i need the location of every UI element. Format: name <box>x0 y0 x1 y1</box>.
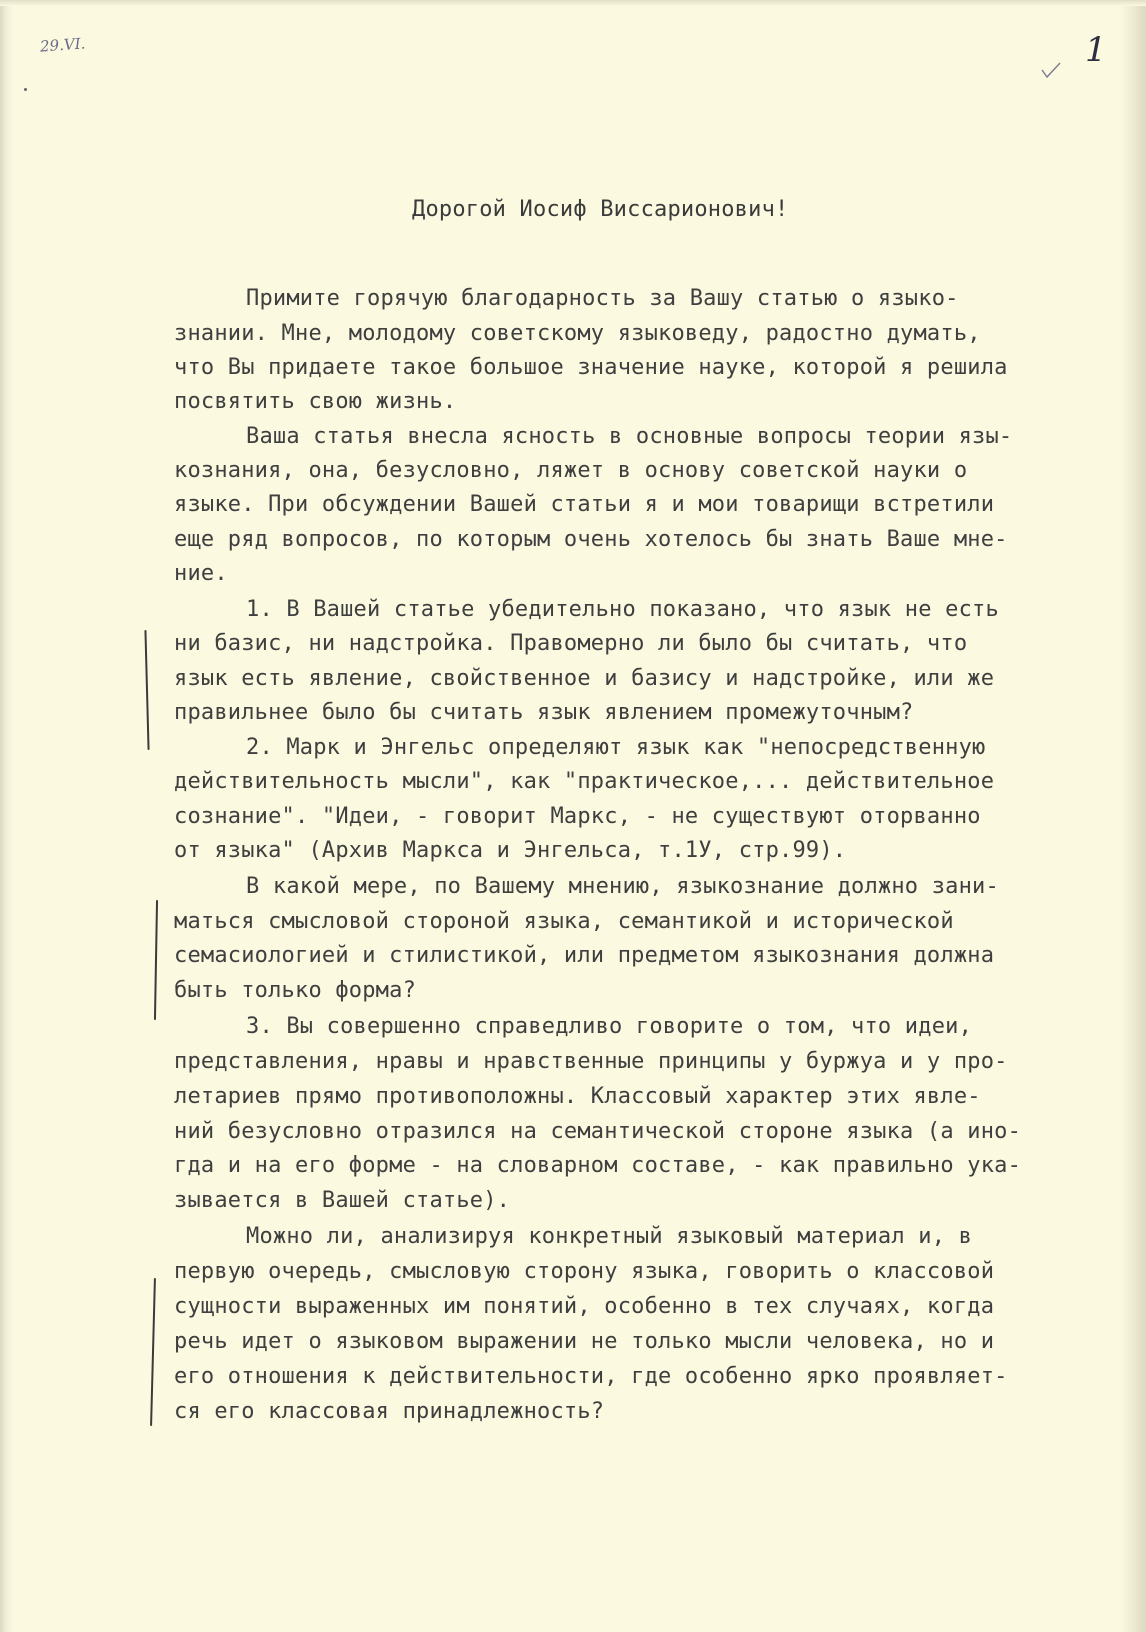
text-line: его отношения к действительности, где особенно ярко проявляет- <box>174 1364 1008 1389</box>
text-line: сознание". "Идеи, - говорит Маркс, - не существуют оторванно <box>174 804 981 829</box>
margin-line-mark <box>154 900 158 1020</box>
text-line: Ваша статья внесла ясность в основные вопросы теории язы- <box>246 424 1013 449</box>
text-line: первую очередь, смысловую сторону языка, говорить о классовой <box>174 1259 995 1284</box>
text-line: зывается в Вашей статье). <box>174 1188 511 1213</box>
text-line: действительность мысли", как "практическое,... действительное <box>174 769 995 794</box>
text-line: Примите горячую благодарность за Вашу статью о языко- <box>246 286 959 311</box>
text-line: язык есть явление, свойственное и базису и надстройке, или же <box>174 666 995 691</box>
text-line: языке. При обсуждении Вашей статьи я и мои товарищи встретили <box>174 492 995 517</box>
text-line: правильнее было бы считать язык явлением промежуточным? <box>174 700 914 725</box>
handwritten-date-note: 29.VI. <box>39 34 86 56</box>
margin-line-mark <box>144 630 149 750</box>
text-line: ни базис, ни надстройка. Правомерно ли было бы считать, что <box>174 631 968 656</box>
text-line: представления, нравы и нравственные принципы у буржуа и у про- <box>174 1049 1008 1074</box>
text-line: кознания, она, безусловно, ляжет в основу советской науки о <box>174 458 968 483</box>
text-line: летариев прямо противоположны. Классовый характер этих явле- <box>174 1084 981 1109</box>
text-line: быть только форма? <box>174 978 417 1003</box>
text-line: 3. Вы совершенно справедливо говорите о том, что идеи, <box>246 1014 973 1039</box>
page-edge <box>0 0 1146 6</box>
salutation: Дорогой Иосиф Виссарионович! <box>412 197 789 222</box>
text-line: ний безусловно отразился на семантической стороне языка (а ино- <box>174 1119 1022 1144</box>
margin-dot <box>24 88 27 91</box>
text-line: знании. Мне, молодому советскому языковеду, радостно думать, <box>174 321 981 346</box>
text-line: маться смысловой стороной языка, семантикой и исторической <box>174 909 954 934</box>
text-line: что Вы придаете такое большое значение науке, которой я решила <box>174 355 1008 380</box>
text-line: от языка" (Архив Маркса и Энгельса, т.1У, стр.99). <box>174 838 847 863</box>
text-line: сущности выраженных им понятий, особенно в тех случаях, когда <box>174 1294 995 1319</box>
page-number: 1 <box>1085 30 1107 70</box>
text-line: ние. <box>174 561 228 586</box>
text-line: еще ряд вопросов, по которым очень хотелось бы знать Ваше мне- <box>174 527 1008 552</box>
text-line: 1. В Вашей статье убедительно показано, что язык не есть <box>246 597 999 622</box>
text-line: ся его классовая принадлежность? <box>174 1399 605 1424</box>
check-mark-icon <box>1040 60 1062 82</box>
text-line: 2. Марк и Энгельс определяют язык как "непосредственную <box>246 735 986 760</box>
text-line: семасиологией и стилистикой, или предметом языкознания должна <box>174 943 995 968</box>
text-line: В какой мере, по Вашему мнению, языкознание должно зани- <box>246 874 999 899</box>
text-line: речь идет о языковом выражении не только мысли человека, но и <box>174 1329 995 1354</box>
text-line: посвятить свою жизнь. <box>174 389 457 414</box>
text-line: Можно ли, анализируя конкретный языковый материал и, в <box>246 1224 973 1249</box>
text-line: гда и на его форме - на словарном составе, - как правильно ука- <box>174 1153 1022 1178</box>
margin-line-mark <box>150 1278 156 1426</box>
